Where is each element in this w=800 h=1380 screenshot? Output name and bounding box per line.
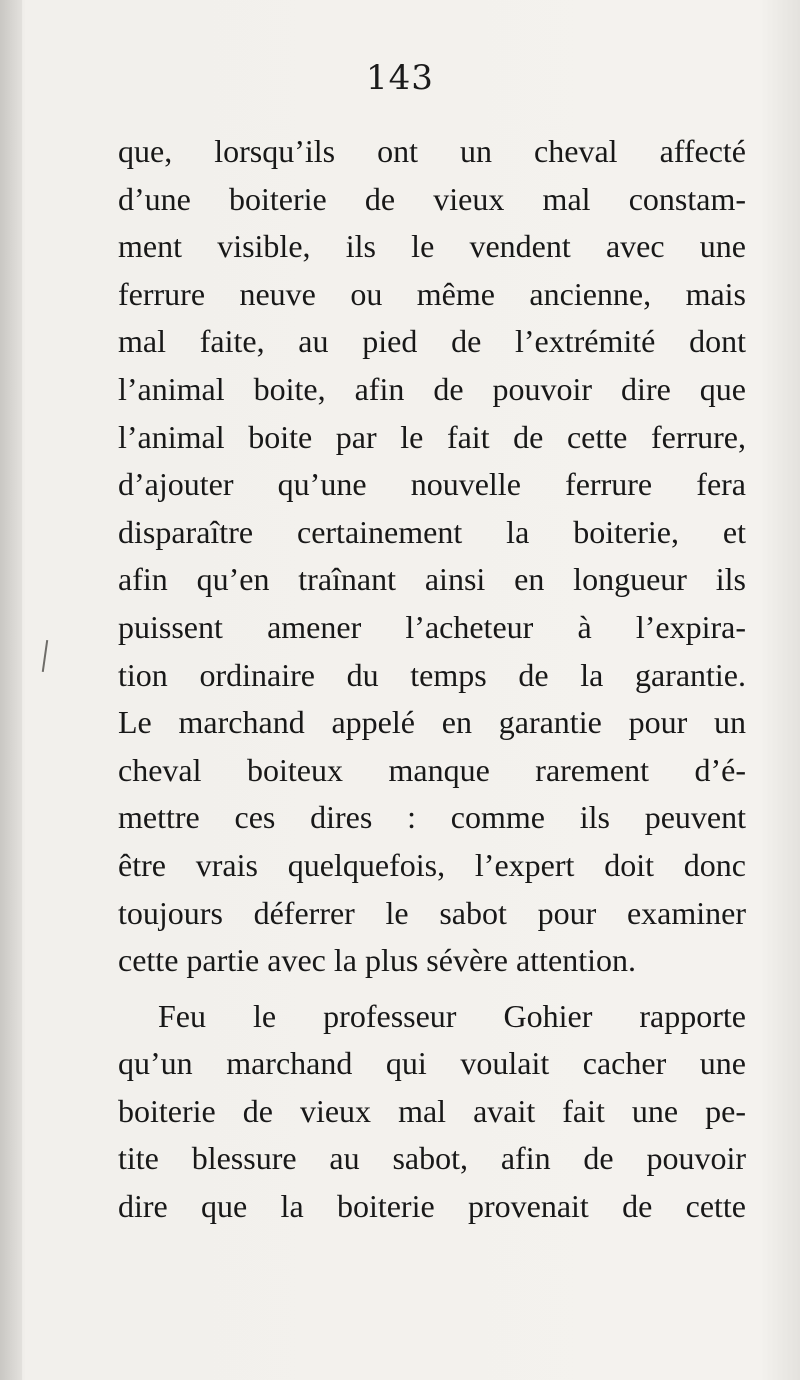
paragraph-gap <box>118 985 746 993</box>
text-line: qu’un marchand qui voulait cacher une <box>118 1045 746 1082</box>
text-line: l’animal boite par le fait de cette ferrure, <box>118 418 746 455</box>
text-line: d’une boiterie de vieux mal constam- <box>118 180 746 217</box>
text-line: puissent amener l’acheteur à l’expira- <box>118 608 746 645</box>
body-text <box>118 128 746 1231</box>
text-line: mal faite, au pied de l’extrémité dont <box>118 323 746 360</box>
page-number: 143 <box>366 58 434 98</box>
text-line: cette partie avec la plus sévère attention. <box>118 942 636 979</box>
text-line: cheval boiteux manque rarement d’é- <box>118 751 746 788</box>
paragraph-2 <box>118 993 746 1231</box>
text-line: ment visible, ils le vendent avec une <box>118 228 746 265</box>
text-line: boiterie de vieux mal avait fait une pe- <box>118 1092 746 1129</box>
text-line: Le marchand appelé en garantie pour un <box>118 704 746 741</box>
paragraph-1 <box>118 128 746 985</box>
text-line: tion ordinaire du temps de la garantie. <box>118 656 746 693</box>
text-line: mettre ces dires : comme ils peuvent <box>118 799 746 836</box>
text-line: tite blessure au sabot, afin de pouvoir <box>118 1140 746 1177</box>
text-line: afin qu’en traînant ainsi en longueur ils <box>118 561 746 598</box>
page-gutter <box>0 0 22 1380</box>
margin-mark <box>42 640 48 672</box>
text-line: l’animal boite, afin de pouvoir dire que <box>118 370 746 407</box>
text-line: toujours déferrer le sabot pour examiner <box>118 894 746 931</box>
text-line: ferrure neuve ou même ancienne, mais <box>118 275 746 312</box>
text-line: d’ajouter qu’une nouvelle ferrure fera <box>118 466 746 503</box>
text-line: dire que la boiterie provenait de cette <box>118 1188 746 1225</box>
text-line: que, lorsqu’ils ont un cheval affecté <box>118 133 746 169</box>
text-line: disparaître certainement la boiterie, et <box>118 513 746 550</box>
text-line: être vrais quelquefois, l’expert doit donc <box>118 846 746 883</box>
text-line: Feu le professeur Gohier rapporte <box>158 997 746 1034</box>
